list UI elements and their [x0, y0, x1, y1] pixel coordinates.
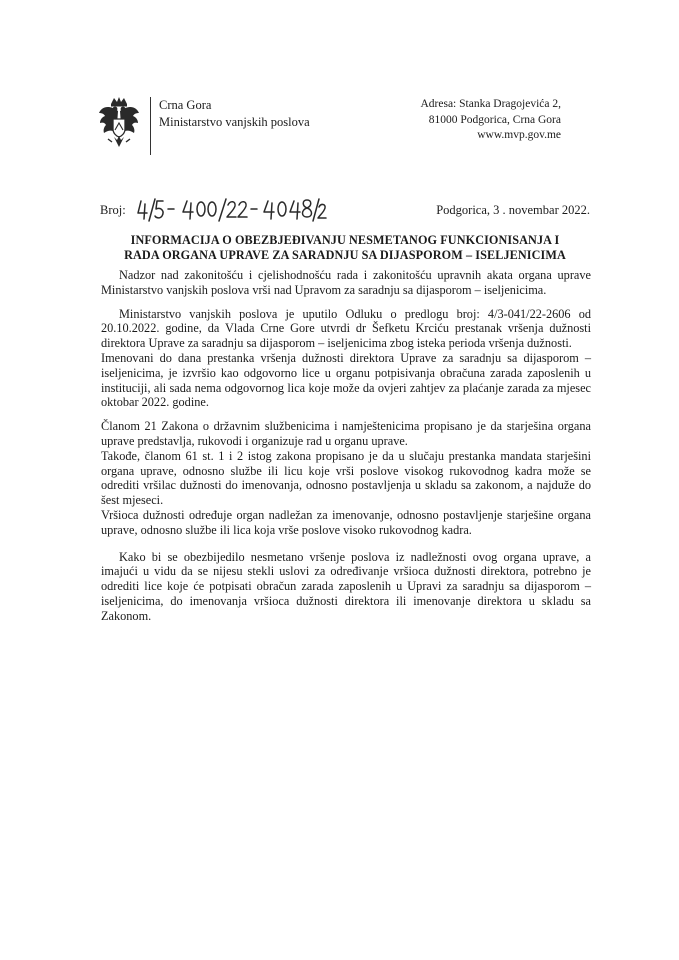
website: www.mvp.gov.me: [477, 129, 561, 141]
letterhead: [96, 95, 310, 155]
reference-label: Broj:: [100, 203, 126, 217]
paragraph-4: Članom 21 Zakona o državnim službenicima i namještenicima propisano je da starješina organa uprave predstavlja, rukovodi i organizuje rad u organu uprave.: [101, 419, 591, 448]
paragraph-1: Nadzor nad zakonitošću i cjelishodnošću rada i zakonitošću upravnih akata organa uprave Ministarstvo vanjskih poslova vrši nad Upravom za saradnju sa dijasporom – iseljenicima.: [101, 268, 591, 297]
paragraph-7: Kako bi se obezbijedilo nesmetano vršenje poslova iz nadležnosti ovog organa uprave, a imajući u vidu da se nijesu stekli uslovi za određivanje vršioca dužnosti direktora, potrebno je odrediti lice koje će potpisati obračun zarada zaposlenih u Upravi za saradnju sa dijasporom – iseljenicima, do imenovanja vršioca dužnosti direktora ili imenovanje direktora u skladu sa Zakonom.: [101, 549, 591, 623]
document-body: [101, 268, 591, 624]
reference-number-text: 4/5- 400/22- 4048/2: [137, 224, 145, 225]
paragraph-2: Ministarstvo vanjskih poslova je uputilo Odluku o predlogu broj: 4/3-041/22-2606 od 20.10.2022. godine, da Vlada Crne Gore utvrdi dr Šefketu Krciću prestanak vršenja dužnosti direktora Uprave za saradnju sa dijasporom – iseljenicima zbog isteka perioda vršenja dužnosti.: [101, 306, 591, 351]
handwritten-reference-number: [137, 195, 327, 225]
address-block: [420, 97, 561, 144]
title-line-1: INFORMACIJA O OBEZBJEĐIVANJU NESMETANOG FUNKCIONISANJA I: [130, 233, 560, 247]
address-line-1: Adresa: Stanka Dragojevića 2,: [420, 98, 561, 110]
paragraph-6: Vršioca dužnosti određuje organ nadležan za imenovanje, odnosno postavljenje starješine organa uprave, odnosno službe ili lica koja vrše poslove visoko rukovodnog kadra.: [101, 507, 591, 537]
document-title: [100, 233, 590, 263]
coat-of-arms-icon: [96, 95, 142, 151]
country-name: Crna Gora: [159, 98, 212, 112]
address-line-2: 81000 Podgorica, Crna Gora: [428, 113, 561, 126]
ministry-name: Ministarstvo vanjskih poslova: [159, 115, 310, 129]
paragraph-3: Imenovani do dana prestanka vršenja dužnosti direktora Uprave za saradnju sa dijasporom – iseljenicima, je izvršio kao odgovorno lice u organu potpisivanja obračuna zarada zaposlenih u instituciji, ali sada nema odgovornog lica koje može da ovjeri zahtjev za plaćanje zarada za mjesec oktobar 2022. godine.: [101, 350, 591, 410]
letterhead-divider: [150, 97, 151, 155]
reference-row: [100, 195, 590, 225]
title-line-2: RADA ORGANA UPRAVE ZA SARADNJU SA DIJASPOROM – ISELJENICIMA: [124, 248, 566, 262]
place-date: Podgorica, 3 . novembar 2022.: [436, 203, 590, 217]
paragraph-5: Takođe, članom 61 st. 1 i 2 istog zakona propisano je da u slučaju prestanka mandata starješini organa uprave, odnosno službe ili licu koje vrši poslove visokog rukovodnog kadra može se odrediti vršilac dužnosti do imenovanja, odnosno postavljenja u skladu sa zakonom, a najduže do šest mjeseci.: [101, 448, 591, 508]
